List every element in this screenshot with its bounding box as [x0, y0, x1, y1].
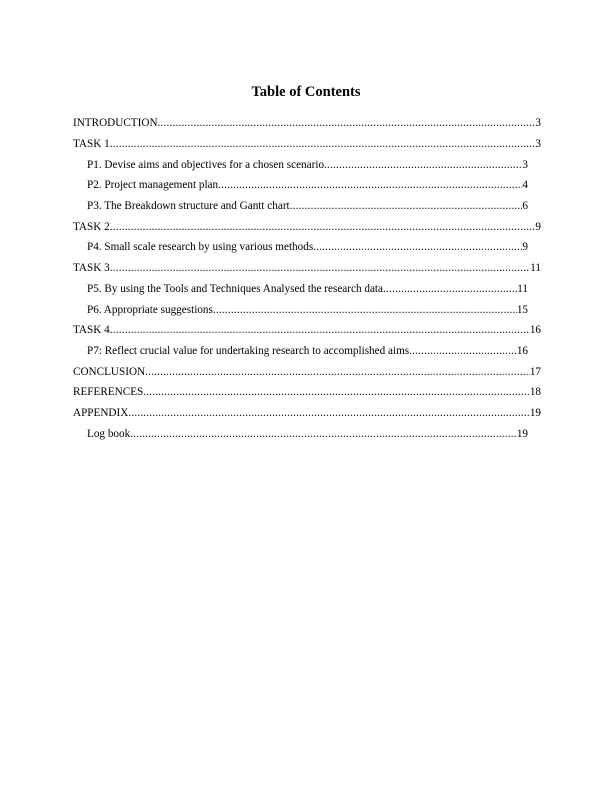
toc-dot-leader — [110, 137, 536, 151]
toc-entry-label: REFERENCES — [73, 386, 144, 399]
toc-dot-leader — [110, 220, 536, 234]
toc-entry[interactable] — [0, 258, 541, 279]
toc-entry-label: P3. The Breakdown structure and Gantt chart — [87, 200, 290, 213]
toc-entry-label: INTRODUCTION — [73, 117, 158, 130]
toc-entry-page-number: 16 — [516, 344, 528, 357]
toc-title: Table of Contents — [251, 84, 361, 100]
toc-entry-label: P1. Devise aims and objectives for a chosen scenario — [87, 158, 325, 171]
toc-entry[interactable] — [0, 403, 541, 424]
toc-dot-leader — [145, 365, 530, 379]
toc-entry[interactable] — [0, 299, 528, 320]
toc-entry[interactable] — [0, 382, 541, 403]
toc-dot-leader — [313, 240, 522, 254]
toc-entry[interactable] — [0, 320, 541, 341]
toc-entry-page-number: 6 — [522, 200, 528, 213]
toc-dot-leader — [110, 323, 530, 337]
toc-dot-leader — [213, 303, 517, 317]
toc-entry-page-number: 18 — [529, 386, 541, 399]
toc-dot-leader — [143, 385, 530, 399]
toc-entry-page-number: 15 — [516, 303, 528, 316]
toc-entry-page-number: 4 — [522, 179, 528, 192]
toc-entry-label: P7: Reflect crucial value for undertaking research to accomplished aims — [87, 344, 410, 357]
toc-entry[interactable] — [0, 237, 528, 258]
toc-entry-label: P2. Project management plan — [87, 179, 219, 192]
toc-entry-label: TASK 1 — [73, 138, 110, 151]
toc-entry-label: APPENDIX — [73, 406, 129, 419]
toc-dot-leader — [409, 344, 517, 358]
toc-dot-leader — [110, 261, 531, 275]
toc-entry-page-number: 3 — [522, 158, 528, 171]
toc-entry-page-number: 16 — [529, 324, 541, 337]
toc-entry-page-number: 11 — [530, 262, 541, 275]
toc-entry-label: TASK 4 — [73, 324, 110, 337]
toc-list — [0, 113, 612, 444]
toc-entry-page-number: 9 — [535, 220, 541, 233]
toc-entry-page-number: 17 — [529, 365, 541, 378]
toc-entry[interactable] — [0, 134, 541, 155]
toc-entry[interactable] — [0, 341, 528, 362]
toc-dot-leader — [158, 116, 536, 130]
toc-dot-leader — [324, 158, 522, 172]
toc-entry-page-number: 9 — [522, 241, 528, 254]
toc-entry[interactable] — [0, 196, 528, 217]
toc-dot-leader — [218, 178, 522, 192]
toc-entry[interactable] — [0, 154, 528, 175]
toc-dot-leader — [290, 199, 523, 213]
toc-entry-page-number: 11 — [517, 282, 528, 295]
toc-dot-leader — [130, 427, 517, 441]
toc-entry[interactable] — [0, 361, 541, 382]
toc-entry[interactable] — [0, 279, 528, 300]
toc-entry-label: Log book — [87, 427, 131, 440]
toc-entry-label: CONCLUSION — [73, 365, 146, 378]
toc-entry[interactable] — [0, 175, 528, 196]
toc-entry[interactable] — [0, 113, 541, 134]
toc-entry-page-number: 19 — [516, 427, 528, 440]
toc-dot-leader — [383, 282, 517, 296]
toc-entry-label: P5. By using the Tools and Techniques Analysed the research data — [87, 282, 383, 295]
toc-entry[interactable] — [0, 423, 528, 444]
toc-entry-page-number: 3 — [535, 117, 541, 130]
toc-entry[interactable] — [0, 216, 541, 237]
toc-entry-label: TASK 2 — [73, 220, 110, 233]
toc-entry-label: TASK 3 — [73, 262, 110, 275]
toc-entry-page-number: 19 — [529, 406, 541, 419]
toc-dot-leader — [128, 406, 529, 420]
toc-entry-label: P4. Small scale research by using various methods — [87, 241, 314, 254]
toc-entry-page-number: 3 — [535, 138, 541, 151]
toc-entry-label: P6. Appropriate suggestions — [87, 303, 213, 316]
